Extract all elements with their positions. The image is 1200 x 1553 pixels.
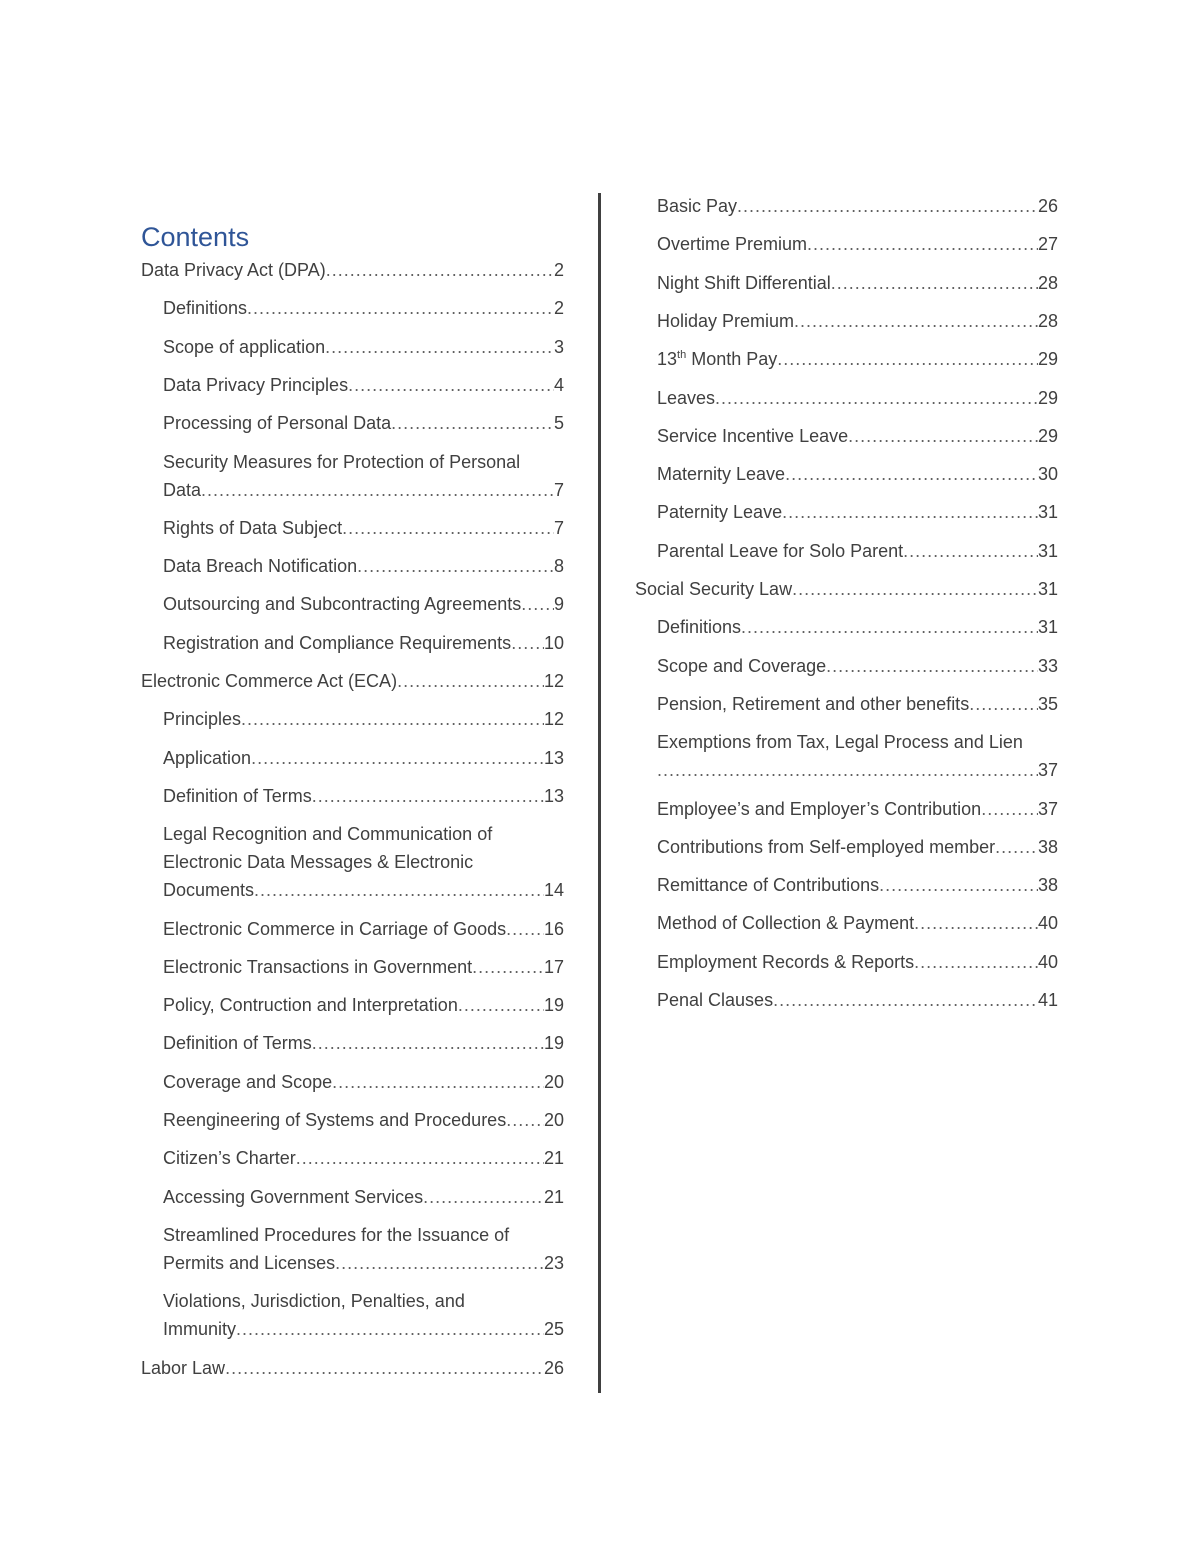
toc-entry[interactable] (635, 575, 1058, 603)
toc-page-number: 38 (1037, 875, 1058, 896)
toc-entry[interactable] (163, 590, 564, 618)
dot-leader (914, 948, 1038, 976)
dot-leader (326, 256, 554, 284)
toc-entry-title: Reengineering of Systems and Procedures (163, 1110, 507, 1130)
toc-entry[interactable] (163, 1106, 564, 1134)
page-title: Contents (141, 222, 250, 252)
dot-leader (325, 333, 554, 361)
toc-entry[interactable] (657, 422, 1058, 450)
toc-entry-title: Holiday Premium (657, 310, 795, 331)
toc-entry[interactable] (657, 613, 1058, 641)
toc-entry-title: Data Privacy Principles (163, 374, 349, 395)
toc-entry-title: Application (163, 747, 252, 768)
dot-leader (848, 422, 1038, 450)
toc-entry[interactable] (657, 652, 1058, 680)
dot-leader (794, 307, 1038, 335)
column-divider (598, 193, 601, 1393)
toc-entry[interactable] (657, 307, 1058, 335)
dot-leader (241, 705, 544, 733)
toc-page-number: 41 (1037, 990, 1058, 1010)
toc-page-number: 29 (1037, 425, 1058, 446)
toc-entry-title: Labor Law (141, 1357, 226, 1378)
dot-leader (342, 514, 554, 542)
dot-leader (511, 629, 544, 657)
toc-entry[interactable] (163, 514, 564, 542)
toc-entry-title: Service Incentive Leave (657, 425, 849, 446)
dot-leader (423, 1183, 544, 1211)
toc-entry[interactable] (141, 667, 564, 695)
dot-leader (506, 915, 544, 943)
toc-entry[interactable] (163, 1221, 564, 1277)
dot-leader (785, 460, 1038, 488)
toc-page-number: 3 (553, 336, 564, 357)
toc-entry[interactable] (163, 1029, 564, 1057)
toc-entry-title: Definition of Terms (163, 1033, 312, 1054)
toc-page-number: 13 (543, 785, 564, 806)
toc-entry[interactable] (141, 1354, 564, 1382)
toc-entry-title-line: Electronic Data Messages & Electronic (163, 852, 474, 873)
dot-leader (458, 991, 544, 1019)
toc-entry-title: Maternity Leave (657, 464, 786, 485)
toc-entry[interactable] (163, 1287, 564, 1343)
dot-leader (335, 1249, 544, 1277)
toc-entry-title: 13th Month Pay (657, 349, 778, 370)
dot-leader (247, 294, 554, 322)
dot-leader (357, 552, 554, 580)
toc-entry-title-line: Security Measures for Protection of Personal (163, 451, 521, 472)
toc-entry-title: Scope and Coverage (657, 655, 827, 676)
toc-page-number: 37 (1037, 760, 1058, 781)
dot-leader (397, 667, 544, 695)
toc-entry-title: Citizen’s Charter (163, 1148, 296, 1169)
toc-entry[interactable] (163, 744, 564, 772)
toc-page-number: 33 (1037, 655, 1058, 676)
toc-entry[interactable] (657, 871, 1058, 899)
toc-entry-title: Definition of Terms (163, 785, 312, 806)
dot-leader (741, 613, 1038, 641)
toc-entry[interactable] (657, 795, 1058, 823)
toc-entry-title: Data Breach Notification (163, 556, 358, 577)
toc-entry-title: Registration and Compliance Requirements (163, 632, 512, 653)
toc-page-number: 28 (1037, 272, 1058, 293)
dot-leader (391, 409, 554, 437)
toc-page-number: 7 (553, 517, 564, 538)
dot-leader (225, 1354, 544, 1382)
toc-page-number: 29 (1037, 387, 1058, 408)
toc-entry[interactable] (163, 409, 564, 437)
toc-entry[interactable] (163, 552, 564, 580)
toc-page-number: 19 (543, 1033, 564, 1054)
toc-entry[interactable] (163, 371, 564, 399)
toc-entry-title: Leaves (657, 387, 716, 408)
toc-entry[interactable] (657, 269, 1058, 297)
toc-entry[interactable] (657, 690, 1058, 718)
dot-leader (826, 652, 1038, 680)
toc-entry-title: Immunity (163, 1319, 237, 1340)
dot-leader (472, 953, 544, 981)
toc-entry[interactable] (657, 986, 1058, 1014)
dot-leader (773, 986, 1038, 1014)
toc-entry[interactable] (657, 909, 1058, 937)
toc-entry-title: Outsourcing and Subcontracting Agreements (163, 594, 522, 615)
dot-leader (807, 230, 1038, 258)
toc-page-number: 10 (543, 632, 564, 653)
toc-page-number: 19 (543, 995, 564, 1016)
dot-leader (521, 590, 554, 618)
toc-page-number: 7 (553, 479, 564, 500)
toc-entry-title: Definitions (163, 298, 248, 319)
toc-entry[interactable] (657, 460, 1058, 488)
toc-page-number: 40 (1037, 951, 1058, 972)
toc-entry[interactable] (657, 345, 1058, 373)
dot-leader (914, 909, 1038, 937)
toc-entry-title: Parental Leave for Solo Parent (657, 540, 904, 561)
toc-entry[interactable] (163, 953, 564, 981)
toc-page-number: 35 (1037, 693, 1058, 714)
toc-page-number: 31 (1037, 540, 1058, 561)
toc-entry-title: Data (163, 479, 202, 500)
dot-leader (348, 371, 554, 399)
toc-entry-title: Accessing Government Services (163, 1186, 424, 1207)
toc-entry-title: Remittance of Contributions (657, 875, 880, 896)
toc-entry[interactable] (163, 333, 564, 361)
toc-entry-title: Definitions (657, 617, 742, 638)
toc-entry-title-line: Exemptions from Tax, Legal Process and Lien (657, 732, 1023, 753)
toc-page-number: 5 (553, 413, 564, 434)
toc-entry[interactable] (163, 915, 564, 943)
toc-entry-title: Employment Records & Reports (657, 951, 915, 972)
toc-page-number: 23 (543, 1252, 564, 1273)
toc-page-number: 26 (1037, 196, 1058, 216)
toc-page-number: 25 (543, 1319, 564, 1340)
toc-page-number: 31 (1037, 579, 1058, 599)
dot-leader (995, 833, 1038, 861)
dot-leader (657, 756, 1038, 784)
toc-page-number: 8 (553, 556, 564, 577)
toc-entry-title: Data Privacy Act (DPA) (141, 260, 326, 280)
toc-page-number: 31 (1037, 502, 1058, 523)
dot-leader (792, 575, 1038, 603)
toc-entry[interactable] (657, 833, 1058, 861)
dot-leader (981, 795, 1038, 823)
toc-entry[interactable] (657, 728, 1058, 784)
toc-entry-title-line: Streamlined Procedures for the Issuance of (163, 1224, 510, 1245)
toc-page-number: 9 (553, 594, 564, 615)
dot-leader (251, 744, 544, 772)
dot-leader (831, 269, 1038, 297)
dot-leader (201, 476, 554, 504)
toc-entry-title-line: Legal Recognition and Communication of (163, 824, 493, 845)
toc-entry-title: Overtime Premium (657, 234, 808, 255)
toc-entry[interactable] (163, 1144, 564, 1172)
toc-entry-title: Contributions from Self-employed member (657, 836, 996, 857)
toc-page-number: 13 (543, 747, 564, 768)
toc-page-number: 21 (543, 1186, 564, 1207)
toc-entry[interactable] (163, 448, 564, 504)
toc-entry[interactable] (657, 192, 1058, 220)
toc-entry[interactable] (657, 498, 1058, 526)
toc-entry[interactable] (163, 294, 564, 322)
dot-leader (715, 384, 1038, 412)
toc-page-number: 27 (1037, 234, 1058, 255)
toc-page-number: 38 (1037, 836, 1058, 857)
toc-entry-title: Pension, Retirement and other benefits (657, 693, 970, 714)
toc-entry-title: Paternity Leave (657, 502, 783, 523)
toc-entry[interactable] (657, 948, 1058, 976)
toc-entry[interactable] (163, 1068, 564, 1096)
dot-leader (254, 876, 544, 904)
toc-entry-title: Documents (163, 880, 255, 901)
toc-entry-title: Social Security Law (635, 579, 793, 599)
toc-page-number: 4 (553, 374, 564, 395)
toc-entry-title: Policy, Contruction and Interpretation (163, 995, 458, 1016)
dot-leader (236, 1315, 544, 1343)
dot-leader (777, 345, 1038, 373)
toc-entry-title: Electronic Transactions in Government (163, 956, 473, 977)
toc-page-number: 28 (1037, 310, 1058, 331)
toc-entry-title: Employee’s and Employer’s Contribution (657, 798, 982, 819)
toc-entry-title: Night Shift Differential (657, 272, 831, 293)
dot-leader (312, 782, 544, 810)
toc-page-number: 16 (543, 918, 564, 939)
toc-page-number: 20 (543, 1071, 564, 1092)
toc-page-number: 2 (553, 298, 564, 319)
toc-entry-title: Method of Collection & Payment (657, 913, 915, 934)
toc-entry-title: Principles (163, 709, 242, 730)
toc-entry[interactable] (657, 384, 1058, 412)
toc-entry[interactable] (163, 782, 564, 810)
toc-entry[interactable] (163, 991, 564, 1019)
toc-entry-title-line: Violations, Jurisdiction, Penalties, and (163, 1291, 465, 1312)
toc-entry-title: Electronic Commerce in Carriage of Goods (163, 918, 507, 939)
toc-entry[interactable] (141, 256, 564, 284)
toc-entry[interactable] (163, 1183, 564, 1211)
toc-entry[interactable] (163, 629, 564, 657)
toc-page-number: 31 (1037, 617, 1058, 638)
toc-entry-title: Rights of Data Subject (163, 517, 343, 538)
toc-entry[interactable] (657, 537, 1058, 565)
toc-page-number: 12 (543, 709, 564, 730)
dot-leader (969, 690, 1038, 718)
toc-page-number: 26 (543, 1357, 564, 1378)
toc-entry[interactable] (163, 705, 564, 733)
toc-entry-title: Processing of Personal Data (163, 413, 392, 434)
toc-page-number: 17 (543, 956, 564, 977)
toc-page-number: 12 (543, 671, 564, 691)
toc-entry-title: Permits and Licenses (163, 1252, 336, 1273)
toc-page-number: 40 (1037, 913, 1058, 934)
dot-leader (296, 1144, 544, 1172)
toc-entry-title: Scope of application (163, 336, 326, 357)
toc-entry-title: Electronic Commerce Act (ECA) (141, 671, 398, 691)
toc-entry-title: Coverage and Scope (163, 1071, 333, 1092)
dot-leader (332, 1068, 544, 1096)
toc-page-number: 20 (543, 1110, 564, 1130)
toc-entry[interactable] (163, 820, 564, 904)
toc-page-number: 2 (553, 260, 564, 280)
dot-leader (879, 871, 1038, 899)
toc-page-number: 29 (1037, 349, 1058, 370)
toc-page-number: 14 (543, 880, 564, 901)
dot-leader (782, 498, 1038, 526)
toc-page-number: 30 (1037, 464, 1058, 485)
toc-page-number: 37 (1037, 798, 1058, 819)
toc-entry-title: Basic Pay (657, 196, 738, 216)
toc-page-number: 21 (543, 1148, 564, 1169)
dot-leader (903, 537, 1038, 565)
dot-leader (506, 1106, 544, 1134)
toc-entry[interactable] (657, 230, 1058, 258)
dot-leader (312, 1029, 544, 1057)
dot-leader (737, 192, 1038, 220)
toc-entry-title: Penal Clauses (657, 990, 774, 1010)
